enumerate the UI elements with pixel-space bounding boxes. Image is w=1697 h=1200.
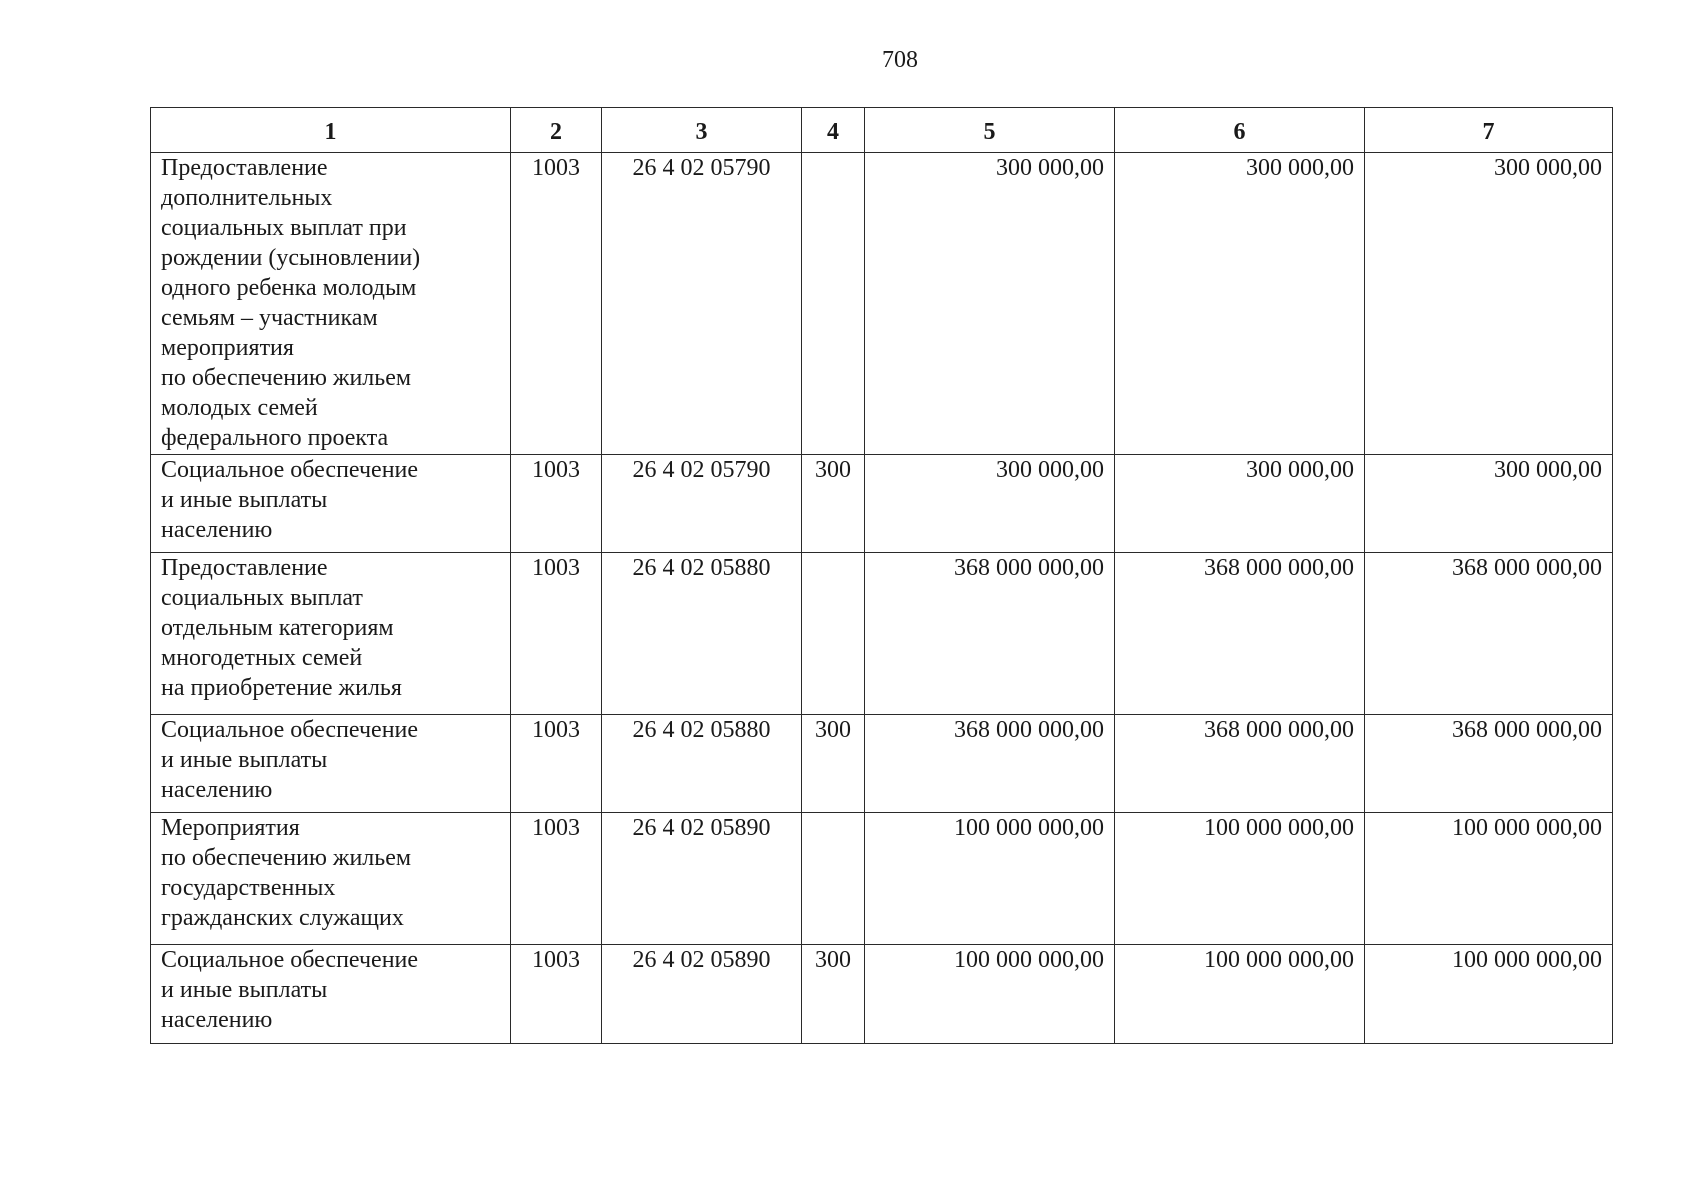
- row-amount-col5: 100 000 000,00: [865, 813, 1115, 945]
- row-description: Социальное обеспечение и иные выплаты населению: [151, 715, 511, 813]
- row-amount-col7: 368 000 000,00: [1365, 715, 1613, 813]
- row-amount-col7: 300 000,00: [1365, 455, 1613, 553]
- row-section-code: 1003: [511, 153, 602, 455]
- column-header: 4: [802, 108, 865, 153]
- row-amount-col5: 300 000,00: [865, 455, 1115, 553]
- row-amount-col7: 100 000 000,00: [1365, 813, 1613, 945]
- column-header: 6: [1115, 108, 1365, 153]
- column-header: 1: [151, 108, 511, 153]
- row-description: Мероприятия по обеспечению жильем государственных гражданских служащих: [151, 813, 511, 945]
- row-amount-col7: 100 000 000,00: [1365, 945, 1613, 1044]
- column-header: 3: [602, 108, 802, 153]
- budget-table: [150, 107, 1613, 1044]
- row-type-code: 300: [802, 715, 865, 813]
- table-row: [151, 455, 1613, 553]
- row-amount-col6: 300 000,00: [1115, 455, 1365, 553]
- row-amount-col6: 100 000 000,00: [1115, 945, 1365, 1044]
- column-header: 7: [1365, 108, 1613, 153]
- row-amount-col7: 368 000 000,00: [1365, 553, 1613, 715]
- row-type-code: 300: [802, 455, 865, 553]
- row-target-code: 26 4 02 05790: [602, 153, 802, 455]
- row-target-code: 26 4 02 05790: [602, 455, 802, 553]
- row-amount-col5: 100 000 000,00: [865, 945, 1115, 1044]
- row-section-code: 1003: [511, 945, 602, 1044]
- row-target-code: 26 4 02 05880: [602, 553, 802, 715]
- row-amount-col5: 368 000 000,00: [865, 553, 1115, 715]
- row-amount-col6: 368 000 000,00: [1115, 715, 1365, 813]
- table-row: [151, 553, 1613, 715]
- row-type-code: 300: [802, 945, 865, 1044]
- row-section-code: 1003: [511, 553, 602, 715]
- row-target-code: 26 4 02 05890: [602, 813, 802, 945]
- row-description: Предоставление социальных выплат отдельным категориям многодетных семей на приобретение жилья: [151, 553, 511, 715]
- row-type-code: [802, 813, 865, 945]
- table-row: [151, 945, 1613, 1044]
- row-amount-col5: 368 000 000,00: [865, 715, 1115, 813]
- table-row: [151, 715, 1613, 813]
- row-amount-col6: 368 000 000,00: [1115, 553, 1365, 715]
- row-section-code: 1003: [511, 715, 602, 813]
- row-amount-col6: 100 000 000,00: [1115, 813, 1365, 945]
- row-section-code: 1003: [511, 455, 602, 553]
- row-description: Социальное обеспечение и иные выплаты населению: [151, 455, 511, 553]
- table-row: [151, 153, 1613, 455]
- row-amount-col6: 300 000,00: [1115, 153, 1365, 455]
- row-target-code: 26 4 02 05890: [602, 945, 802, 1044]
- column-header: 5: [865, 108, 1115, 153]
- row-type-code: [802, 153, 865, 455]
- column-header: 2: [511, 108, 602, 153]
- row-section-code: 1003: [511, 813, 602, 945]
- row-type-code: [802, 553, 865, 715]
- page-number: 708: [882, 47, 918, 73]
- table-header-row: [151, 108, 1613, 153]
- row-description: Социальное обеспечение и иные выплаты населению: [151, 945, 511, 1044]
- row-amount-col7: 300 000,00: [1365, 153, 1613, 455]
- table-row: [151, 813, 1613, 945]
- row-amount-col5: 300 000,00: [865, 153, 1115, 455]
- row-description: Предоставление дополнительных социальных выплат при рождении (усыновлении) одного ребенка молодым семьям – участникам мероприятия по обеспечению жильем молодых семей федерального проекта: [151, 153, 511, 455]
- row-target-code: 26 4 02 05880: [602, 715, 802, 813]
